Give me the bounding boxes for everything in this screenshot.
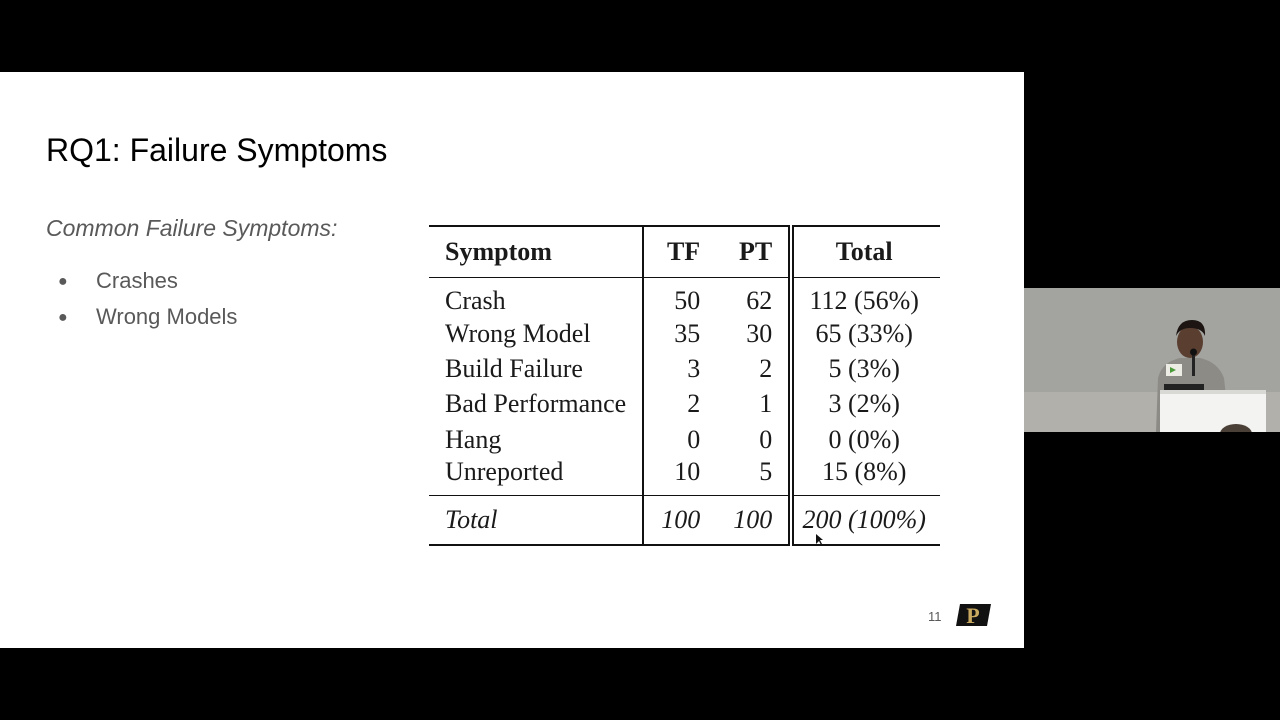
cell-tf: 50 — [674, 286, 701, 315]
cell-tf: 3 — [687, 353, 701, 383]
table-row — [429, 457, 940, 496]
cell-symptom: Build Failure — [429, 351, 643, 386]
table-header-row — [429, 226, 940, 278]
speaker-figure — [1024, 288, 1280, 432]
bullet-item — [58, 302, 237, 338]
bullet-dot-icon: ● — [58, 309, 68, 326]
bullet-text: Crashes — [96, 268, 178, 293]
cell-pt: 2 — [700, 351, 791, 386]
cell-symptom: Wrong Model — [429, 316, 643, 351]
cell-symptom: Crash — [429, 278, 643, 317]
cell-tf: 10 — [674, 457, 701, 487]
slide-subtitle: Common Failure Symptoms: — [46, 215, 338, 241]
table-row — [429, 387, 940, 422]
cell-pt: 62 — [700, 278, 791, 317]
logo-letter: P — [966, 603, 980, 627]
table-row — [429, 422, 940, 457]
bullet-dot-icon: ● — [58, 273, 68, 290]
table-row — [429, 351, 940, 386]
bullet-list — [58, 266, 237, 338]
header-total: Total — [835, 237, 893, 266]
cell-pt: 5 — [700, 457, 791, 496]
speaker-video — [1024, 288, 1280, 432]
table-row — [429, 278, 940, 317]
cell-total: 65 (33%) — [815, 318, 913, 348]
purdue-logo-icon — [954, 603, 992, 627]
cell-pt: 1 — [700, 387, 791, 422]
total-total: 200 (100%) — [802, 505, 926, 535]
total-tf: 100 — [661, 505, 701, 535]
total-label: Total — [429, 496, 643, 546]
cell-symptom: Hang — [429, 422, 643, 457]
bullet-item — [58, 266, 237, 302]
total-pt: 100 — [700, 496, 791, 546]
header-tf: TF — [666, 237, 701, 266]
cell-total: 112 (56%) — [809, 286, 919, 315]
cell-total: 5 (3%) — [828, 353, 900, 383]
cell-tf: 2 — [687, 389, 701, 419]
header-pt: PT — [700, 226, 791, 278]
cell-total: 0 (0%) — [828, 424, 900, 454]
mouse-cursor-icon — [816, 534, 824, 546]
failure-symptoms-table — [429, 225, 940, 546]
slide — [0, 72, 1024, 648]
cell-symptom: Unreported — [429, 457, 643, 496]
cell-tf: 0 — [687, 424, 701, 454]
cell-pt: 30 — [700, 316, 791, 351]
page-number: 11 — [928, 609, 942, 624]
cell-symptom: Bad Performance — [429, 387, 643, 422]
cell-tf: 35 — [674, 318, 701, 348]
cell-total: 3 (2%) — [828, 389, 900, 419]
table-row — [429, 316, 940, 351]
cell-total: 15 (8%) — [821, 457, 907, 487]
cell-pt: 0 — [700, 422, 791, 457]
bullet-text: Wrong Models — [96, 304, 238, 329]
header-symptom: Symptom — [429, 226, 643, 278]
slide-title: RQ1: Failure Symptoms — [46, 132, 388, 168]
table-total-row — [429, 496, 940, 546]
